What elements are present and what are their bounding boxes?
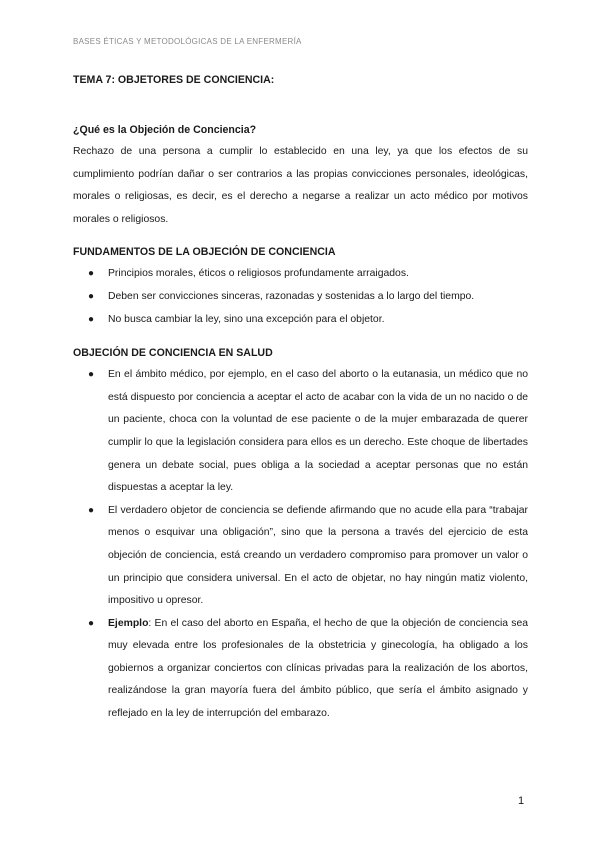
page-number: 1 — [518, 795, 525, 807]
bullet-icon: ● — [88, 290, 95, 302]
list-item-text: Deben ser convicciones sinceras, razonadas y sostenidas a lo largo del tiempo. — [108, 290, 475, 302]
list-item — [73, 286, 528, 309]
salud-list — [73, 364, 528, 726]
definition-paragraph: Rechazo de una persona a cumplir lo establecido en una ley, ya que los efectos de su cumplimiento podrían dañar o ser contrarios a las propias convicciones personales, ideológicas, morales o religiosas, es decir, es el derecho a negarse a realizar un acto médico por motivos morales o religiosos. — [73, 146, 528, 225]
bullet-icon: ● — [88, 268, 95, 280]
example-text: : En el caso del aborto en España, el hecho de que la objeción de conciencia sea muy elevada entre los profesionales de la obstetricia y ginecología, ha obligado a los gobiernos a organizar conciertos con clínicas privadas para la realización de los abortos, realizándose la gran mayoría fuera del ámbito público, que sería el ámbito asignado y reflejado en la ley de interrupción del embarazo. — [108, 617, 528, 720]
list-item-text: Principios morales, éticos o religiosos profundamente arraigados. — [108, 268, 409, 280]
page-content — [73, 73, 528, 726]
fundamentos-heading: FUNDAMENTOS DE LA OBJECIÓN DE CONCIENCIA — [73, 246, 336, 259]
list-item-text: En el ámbito médico, por ejemplo, en el caso del aborto o la eutanasia, un médico que no está dispuesto por conciencia a aceptar el acto de acabar con la vida de un no nacido o de un paciente, choca con la voluntad de ese paciente o de la mujer embarazada de querer cumplir lo que la legislación considera para ellos es un derecho. Este choque de libertades genera un debate social, pues obliga a la sociedad a aceptar personas que no están dispuestas a aceptar la ley. — [108, 369, 528, 494]
bullet-icon: ● — [88, 313, 95, 325]
definition-question: ¿Qué es la Objeción de Conciencia? — [73, 124, 257, 136]
topic-title: TEMA 7: OBJETORES DE CONCIENCIA: — [73, 74, 275, 86]
fundamentos-list — [73, 263, 528, 331]
list-item-text: El verdadero objetor de conciencia se defiende afirmando que no acude ella para “trabajar menos o esquivar una obligación”, sino que la persona a través del ejercicio de esta objeción de conciencia, está creando un verdadero compromiso para promover un valor o un principio que considera universal. En el acto de objetar, no hay ningún matiz violento, impositivo u opresor. — [108, 504, 528, 607]
bullet-icon: ● — [88, 369, 95, 381]
list-item — [73, 364, 528, 500]
list-item — [73, 500, 528, 613]
bullet-icon: ● — [88, 617, 95, 629]
running-header: BASES ÉTICAS Y METODOLÓGICAS DE LA ENFERMERÍA — [73, 37, 302, 46]
bullet-icon: ● — [88, 504, 95, 516]
list-item — [73, 309, 528, 332]
salud-heading: OBJECIÓN DE CONCIENCIA EN SALUD — [73, 347, 273, 360]
list-item — [73, 263, 528, 286]
list-item — [73, 613, 528, 726]
example-label: Ejemplo — [108, 617, 149, 629]
list-item-text: No busca cambiar la ley, sino una excepción para el objetor. — [108, 313, 385, 325]
